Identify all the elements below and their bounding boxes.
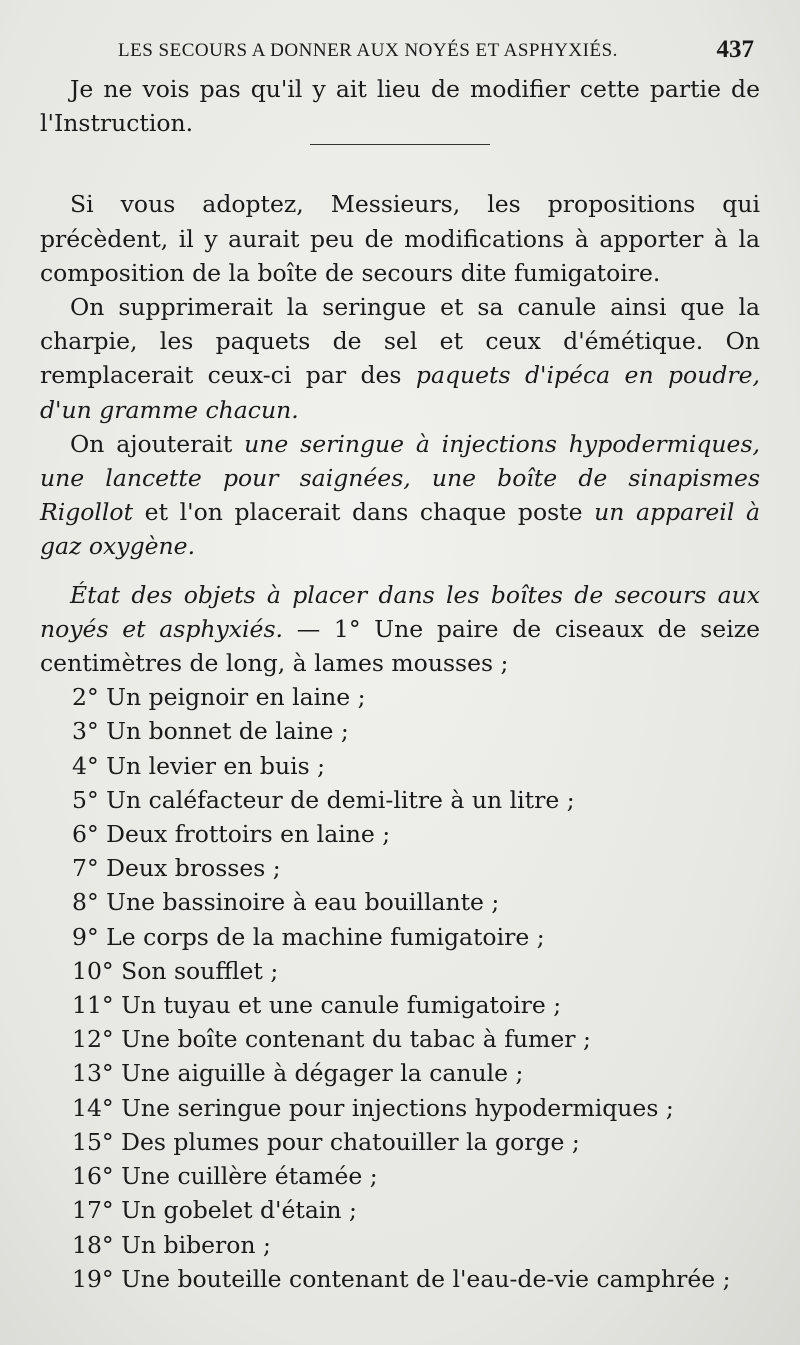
inventory-item: 10° Son soufflet ; bbox=[72, 956, 279, 985]
page-number: 437 bbox=[716, 36, 754, 63]
inventory-item: 4° Un levier en buis ; bbox=[72, 751, 326, 780]
section-separator bbox=[310, 144, 490, 145]
paragraph-4-text-b: et l'on placerait dans chaque poste bbox=[144, 498, 583, 527]
paragraph-5 bbox=[40, 578, 760, 681]
paragraph-4-italic-b: un appareil à gaz oxygène. bbox=[40, 498, 760, 561]
inventory-heading: État des objets à placer dans les boîtes de secours aux noyés et asphyxiés. bbox=[40, 580, 760, 643]
paragraph-gap bbox=[40, 564, 760, 578]
page-header bbox=[0, 36, 800, 76]
inventory-item: 9° Le corps de la machine fumigatoire ; bbox=[72, 922, 545, 951]
inventory-item: 19° Une bouteille contenant de l'eau-de-vie camphrée ; bbox=[72, 1264, 731, 1293]
inventory-item: 2° Un peignoir en laine ; bbox=[72, 683, 366, 712]
inventory-item: 8° Une bassinoire à eau bouillante ; bbox=[72, 888, 500, 917]
paragraph-3 bbox=[40, 290, 760, 427]
paragraph-3-text: On supprimerait la seringue et sa canule ainsi que la charpie, les paquets de sel et ceux d'émétique. On remplacerait ceux-ci par des bbox=[40, 293, 760, 390]
inventory-item: 7° Deux brosses ; bbox=[72, 854, 281, 883]
inventory-item: 17° Un gobelet d'étain ; bbox=[72, 1196, 357, 1225]
inventory-item: 14° Une seringue pour injections hypodermiques ; bbox=[72, 1093, 674, 1122]
paragraph-2: Si vous adoptez, Messieurs, les propositions qui précèdent, il y aurait peu de modifications à apporter à la composition de la boîte de secours dite fumigatoire. bbox=[40, 190, 760, 287]
inventory-item: 12° Une boîte contenant du tabac à fumer ; bbox=[72, 1025, 591, 1054]
inventory-item: 13° Une aiguille à dégager la canule ; bbox=[72, 1059, 524, 1088]
paragraph-4 bbox=[40, 427, 760, 564]
paragraph-4-italic-a: une seringue à injections hypodermiques, une lancette pour saignées, une boîte de sinapismes Rigollot bbox=[40, 429, 760, 527]
running-title: LES SECOURS A DONNER AUX NOYÉS ET ASPHYXIÉS. bbox=[118, 40, 618, 61]
paragraph-3-italic: paquets d'ipéca en poudre, d'un gramme chacun. bbox=[40, 361, 760, 424]
paragraph-1: Je ne vois pas qu'il y ait lieu de modifier cette partie de l'Instruction. bbox=[40, 75, 760, 138]
inventory-item: 3° Un bonnet de laine ; bbox=[72, 717, 349, 746]
inventory-item: 15° Des plumes pour chatouiller la gorge ; bbox=[72, 1127, 580, 1156]
inventory-list bbox=[40, 680, 760, 1296]
inventory-item: 6° Deux frottoirs en laine ; bbox=[72, 820, 391, 849]
inventory-item: 5° Un caléfacteur de demi-litre à un litre ; bbox=[72, 785, 575, 814]
inventory-item: 16° Une cuillère étamée ; bbox=[72, 1162, 378, 1191]
inventory-item: 18° Un biberon ; bbox=[72, 1230, 271, 1259]
page-body bbox=[40, 72, 760, 1296]
inventory-item-1: — 1° Une paire de ciseaux de seize centimètres de long, à lames mousses ; bbox=[40, 614, 760, 678]
paragraph-4-text-a: On ajouterait bbox=[70, 429, 233, 458]
inventory-item: 11° Un tuyau et une canule fumigatoire ; bbox=[72, 991, 562, 1020]
